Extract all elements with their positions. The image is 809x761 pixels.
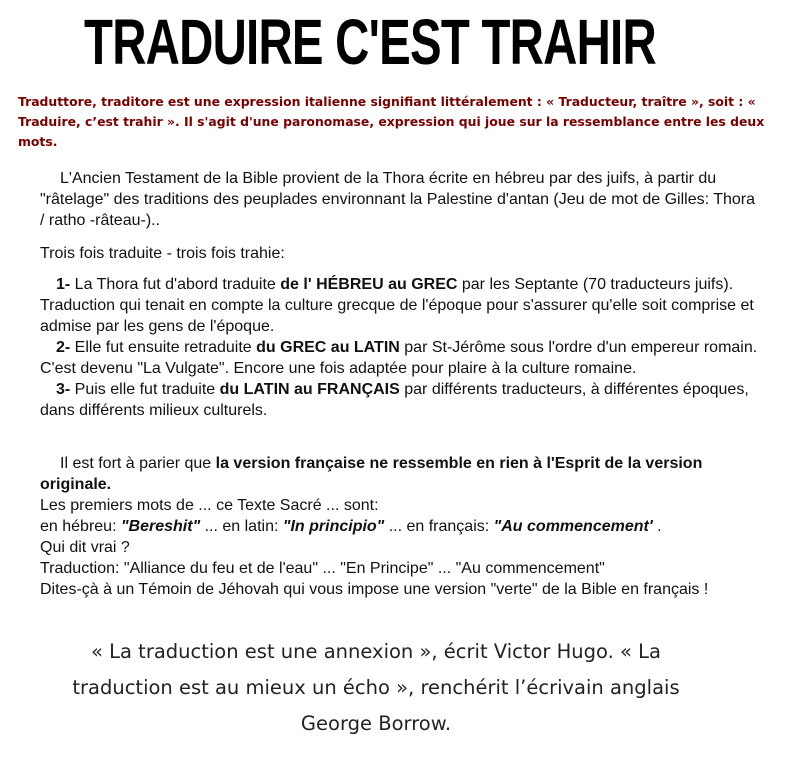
first-words-line: en hébreu: "Bereshit" ... en latin: "In principio" ... en français: "Au commencement' .: [40, 518, 662, 535]
page-title: TRADUIRE C'EST TRAHIR: [84, 6, 656, 78]
list-item: 3- Puis elle fut traduite du LATIN au FRANÇAIS par différents traducteurs, à différentes époques, dans différents milieux culturels.: [40, 381, 749, 419]
bible-origin-paragraph: [40, 168, 760, 231]
first-words-intro: Les premiers mots de ... ce Texte Sacré ... sont:: [40, 497, 379, 514]
list-item-emphasis: du GREC au LATIN: [256, 339, 400, 356]
list-item: 1- La Thora fut d'abord traduite de l' HÉBREU au GREC par les Septante (70 traducteurs juifs). Traduction qui tenait en compte la culture grecque de l'époque pour s'assurer qu'elle soit comprise et admise par les gens de l'époque.: [40, 276, 754, 335]
who-is-right: Qui dit vrai ?: [40, 539, 130, 556]
list-item-emphasis: de l' HÉBREU au GREC: [280, 276, 458, 293]
hugo-borrow-quote: « La traduction est une annexion », écrit Victor Hugo. « La traduction est au mieux un écho », renchérit l’écrivain anglais George Borrow.: [72, 640, 680, 735]
list-item-emphasis: du LATIN au FRANÇAIS: [219, 381, 400, 398]
list-item: 2- Elle fut ensuite retraduite du GREC au LATIN par St-Jérôme sous l'ordre d'un empereur romain. C'est devenu "La Vulgate". Encore une fois adaptée pour plaire à la culture romaine.: [40, 339, 758, 377]
translation-line: Traduction: "Alliance du feu et de l'eau" ... "En Principe" ... "Au commencement": [40, 560, 605, 577]
intro-paragraph: Traduttore, traditore est une expression italienne signifiant littéralement : « Traducteur, traître », soit : « Traduire, c’est trahir ». Il s'agit d'une paronomase, expression qui joue sur la ressemblance entre les deux mots.: [18, 94, 765, 149]
french-word: "Au commencement': [493, 518, 653, 535]
list-item-number: 2-: [56, 339, 71, 356]
translation-list: [40, 274, 760, 421]
three-translations-heading: [40, 243, 760, 264]
conclusion-paragraph: Il est fort à parier que la version française ne ressemble en rien à l'Esprit de la version originale.: [40, 455, 703, 493]
latin-word: "In principio": [282, 518, 385, 535]
jehovah-remark: Dites-çà à un Témoin de Jéhovah qui vous impose une version "verte" de la Bible en français !: [40, 581, 709, 598]
conclusion-emphasis: la version française ne ressemble en rien à l'Esprit de la version originale.: [40, 455, 703, 493]
list-item-number: 3-: [56, 381, 71, 398]
hebrew-word: "Bereshit": [120, 518, 201, 535]
list-item-number: 1-: [56, 276, 71, 293]
three-translations-text: Trois fois traduite - trois fois trahie:: [40, 245, 285, 262]
bible-origin-text: L'Ancien Testament de la Bible provient de la Thora écrite en hébreu par des juifs, à partir du "râtelage" des traditions des peuplades environnant la Palestine d'antan (Jeu de mot de Gilles: Thora / ratho -râteau-)..: [40, 170, 756, 229]
conclusion-block: [40, 453, 760, 600]
